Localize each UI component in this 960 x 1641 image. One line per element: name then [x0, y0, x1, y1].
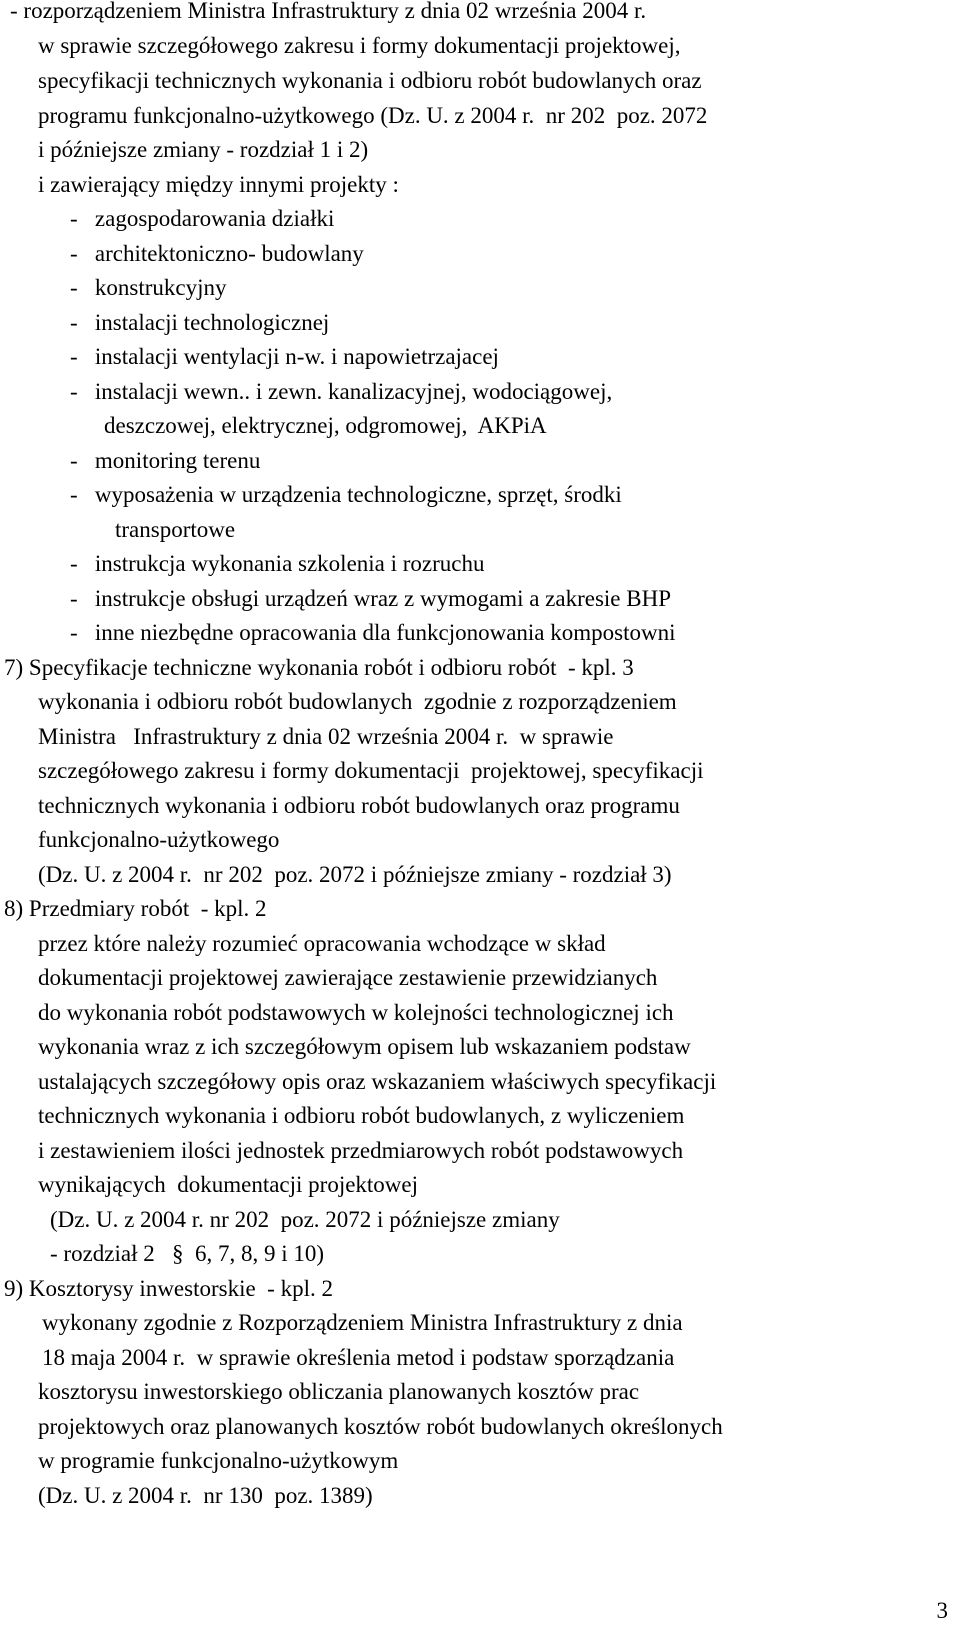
text-line: w programie funkcjonalno-użytkowym [38, 1448, 399, 1473]
text-line: 18 maja 2004 r. w sprawie określenia metod i podstaw sporządzania [42, 1345, 675, 1370]
text-line: technicznych wykonania i odbioru robót budowlanych oraz programu [38, 793, 680, 818]
text-line: przez które należy rozumieć opracowania wchodzące w skład [38, 931, 606, 956]
list-item: - instrukcje obsługi urządzeń wraz z wymogami a zakresie BHP [70, 586, 671, 611]
list-item: - inne niezbędne opracowania dla funkcjonowania kompostowni [70, 620, 676, 645]
text-line: kosztorysu inwestorskiego obliczania planowanych kosztów prac [38, 1379, 640, 1404]
text-line: (Dz. U. z 2004 r. nr 202 poz. 2072 i późniejsze zmiany - rozdział 3) [38, 862, 672, 887]
text-line: wynikających dokumentacji projektowej [38, 1172, 419, 1197]
text-line: w sprawie szczegółowego zakresu i formy dokumentacji projektowej, [38, 33, 681, 58]
text-line: dokumentacji projektowej zawierające zestawienie przewidzianych [38, 965, 658, 990]
list-item: - architektoniczno- budowlany [70, 241, 364, 266]
list-item-continuation: deszczowej, elektrycznej, odgromowej, AKPiA [104, 413, 547, 438]
text-line: specyfikacji technicznych wykonania i odbioru robót budowlanych oraz [38, 68, 702, 93]
text-line: wykonany zgodnie z Rozporządzeniem Ministra Infrastruktury z dnia [42, 1310, 683, 1335]
section-heading: 8) Przedmiary robót - kpl. 2 [4, 896, 267, 921]
text-line: (Dz. U. z 2004 r. nr 202 poz. 2072 i późniejsze zmiany [50, 1207, 560, 1232]
list-item: - instalacji wewn.. i zewn. kanalizacyjnej, wodociągowej, [70, 379, 613, 404]
text-line: i zawierający między innymi projekty : [38, 172, 399, 197]
text-line: technicznych wykonania i odbioru robót budowlanych, z wyliczeniem [38, 1103, 685, 1128]
text-line: Ministra Infrastruktury z dnia 02 września 2004 r. w sprawie [38, 724, 614, 749]
list-item: - instrukcja wykonania szkolenia i rozruchu [70, 551, 485, 576]
text-line: projektowych oraz planowanych kosztów robót budowlanych określonych [38, 1414, 723, 1439]
text-line: - rozporządzeniem Ministra Infrastruktury z dnia 02 września 2004 r. [10, 0, 647, 23]
list-item-continuation: transportowe [115, 517, 236, 542]
list-item: - wyposażenia w urządzenia technologiczne, sprzęt, środki [70, 482, 622, 507]
text-line: do wykonania robót podstawowych w kolejności technologicznej ich [38, 1000, 674, 1025]
text-line: - rozdział 2 § 6, 7, 8, 9 i 10) [50, 1241, 325, 1266]
list-item: - instalacji wentylacji n-w. i napowietrzajacej [70, 344, 499, 369]
text-line: funkcjonalno-użytkowego [38, 827, 280, 852]
text-line: szczegółowego zakresu i formy dokumentacji projektowej, specyfikacji [38, 758, 704, 783]
text-line: i późniejsze zmiany - rozdział 1 i 2) [38, 137, 369, 162]
text-line: ustalających szczegółowy opis oraz wskazaniem właściwych specyfikacji [38, 1069, 717, 1094]
list-item: - zagospodarowania działki [70, 206, 335, 231]
list-item: - monitoring terenu [70, 448, 261, 473]
text-line: wykonania i odbioru robót budowlanych zgodnie z rozporządzeniem [38, 689, 677, 714]
list-item: - instalacji technologicznej [70, 310, 330, 335]
text-line: (Dz. U. z 2004 r. nr 130 poz. 1389) [38, 1483, 373, 1508]
text-line: i zestawieniem ilości jednostek przedmiarowych robót podstawowych [38, 1138, 684, 1163]
page-number: 3 [936, 1598, 948, 1623]
list-item: - konstrukcyjny [70, 275, 227, 300]
text-line: wykonania wraz z ich szczegółowym opisem lub wskazaniem podstaw [38, 1034, 691, 1059]
section-heading: 9) Kosztorysy inwestorskie - kpl. 2 [4, 1276, 333, 1301]
section-heading: 7) Specyfikacje techniczne wykonania robót i odbioru robót - kpl. 3 [4, 655, 634, 680]
text-line: programu funkcjonalno-użytkowego (Dz. U. z 2004 r. nr 202 poz. 2072 [38, 103, 708, 128]
